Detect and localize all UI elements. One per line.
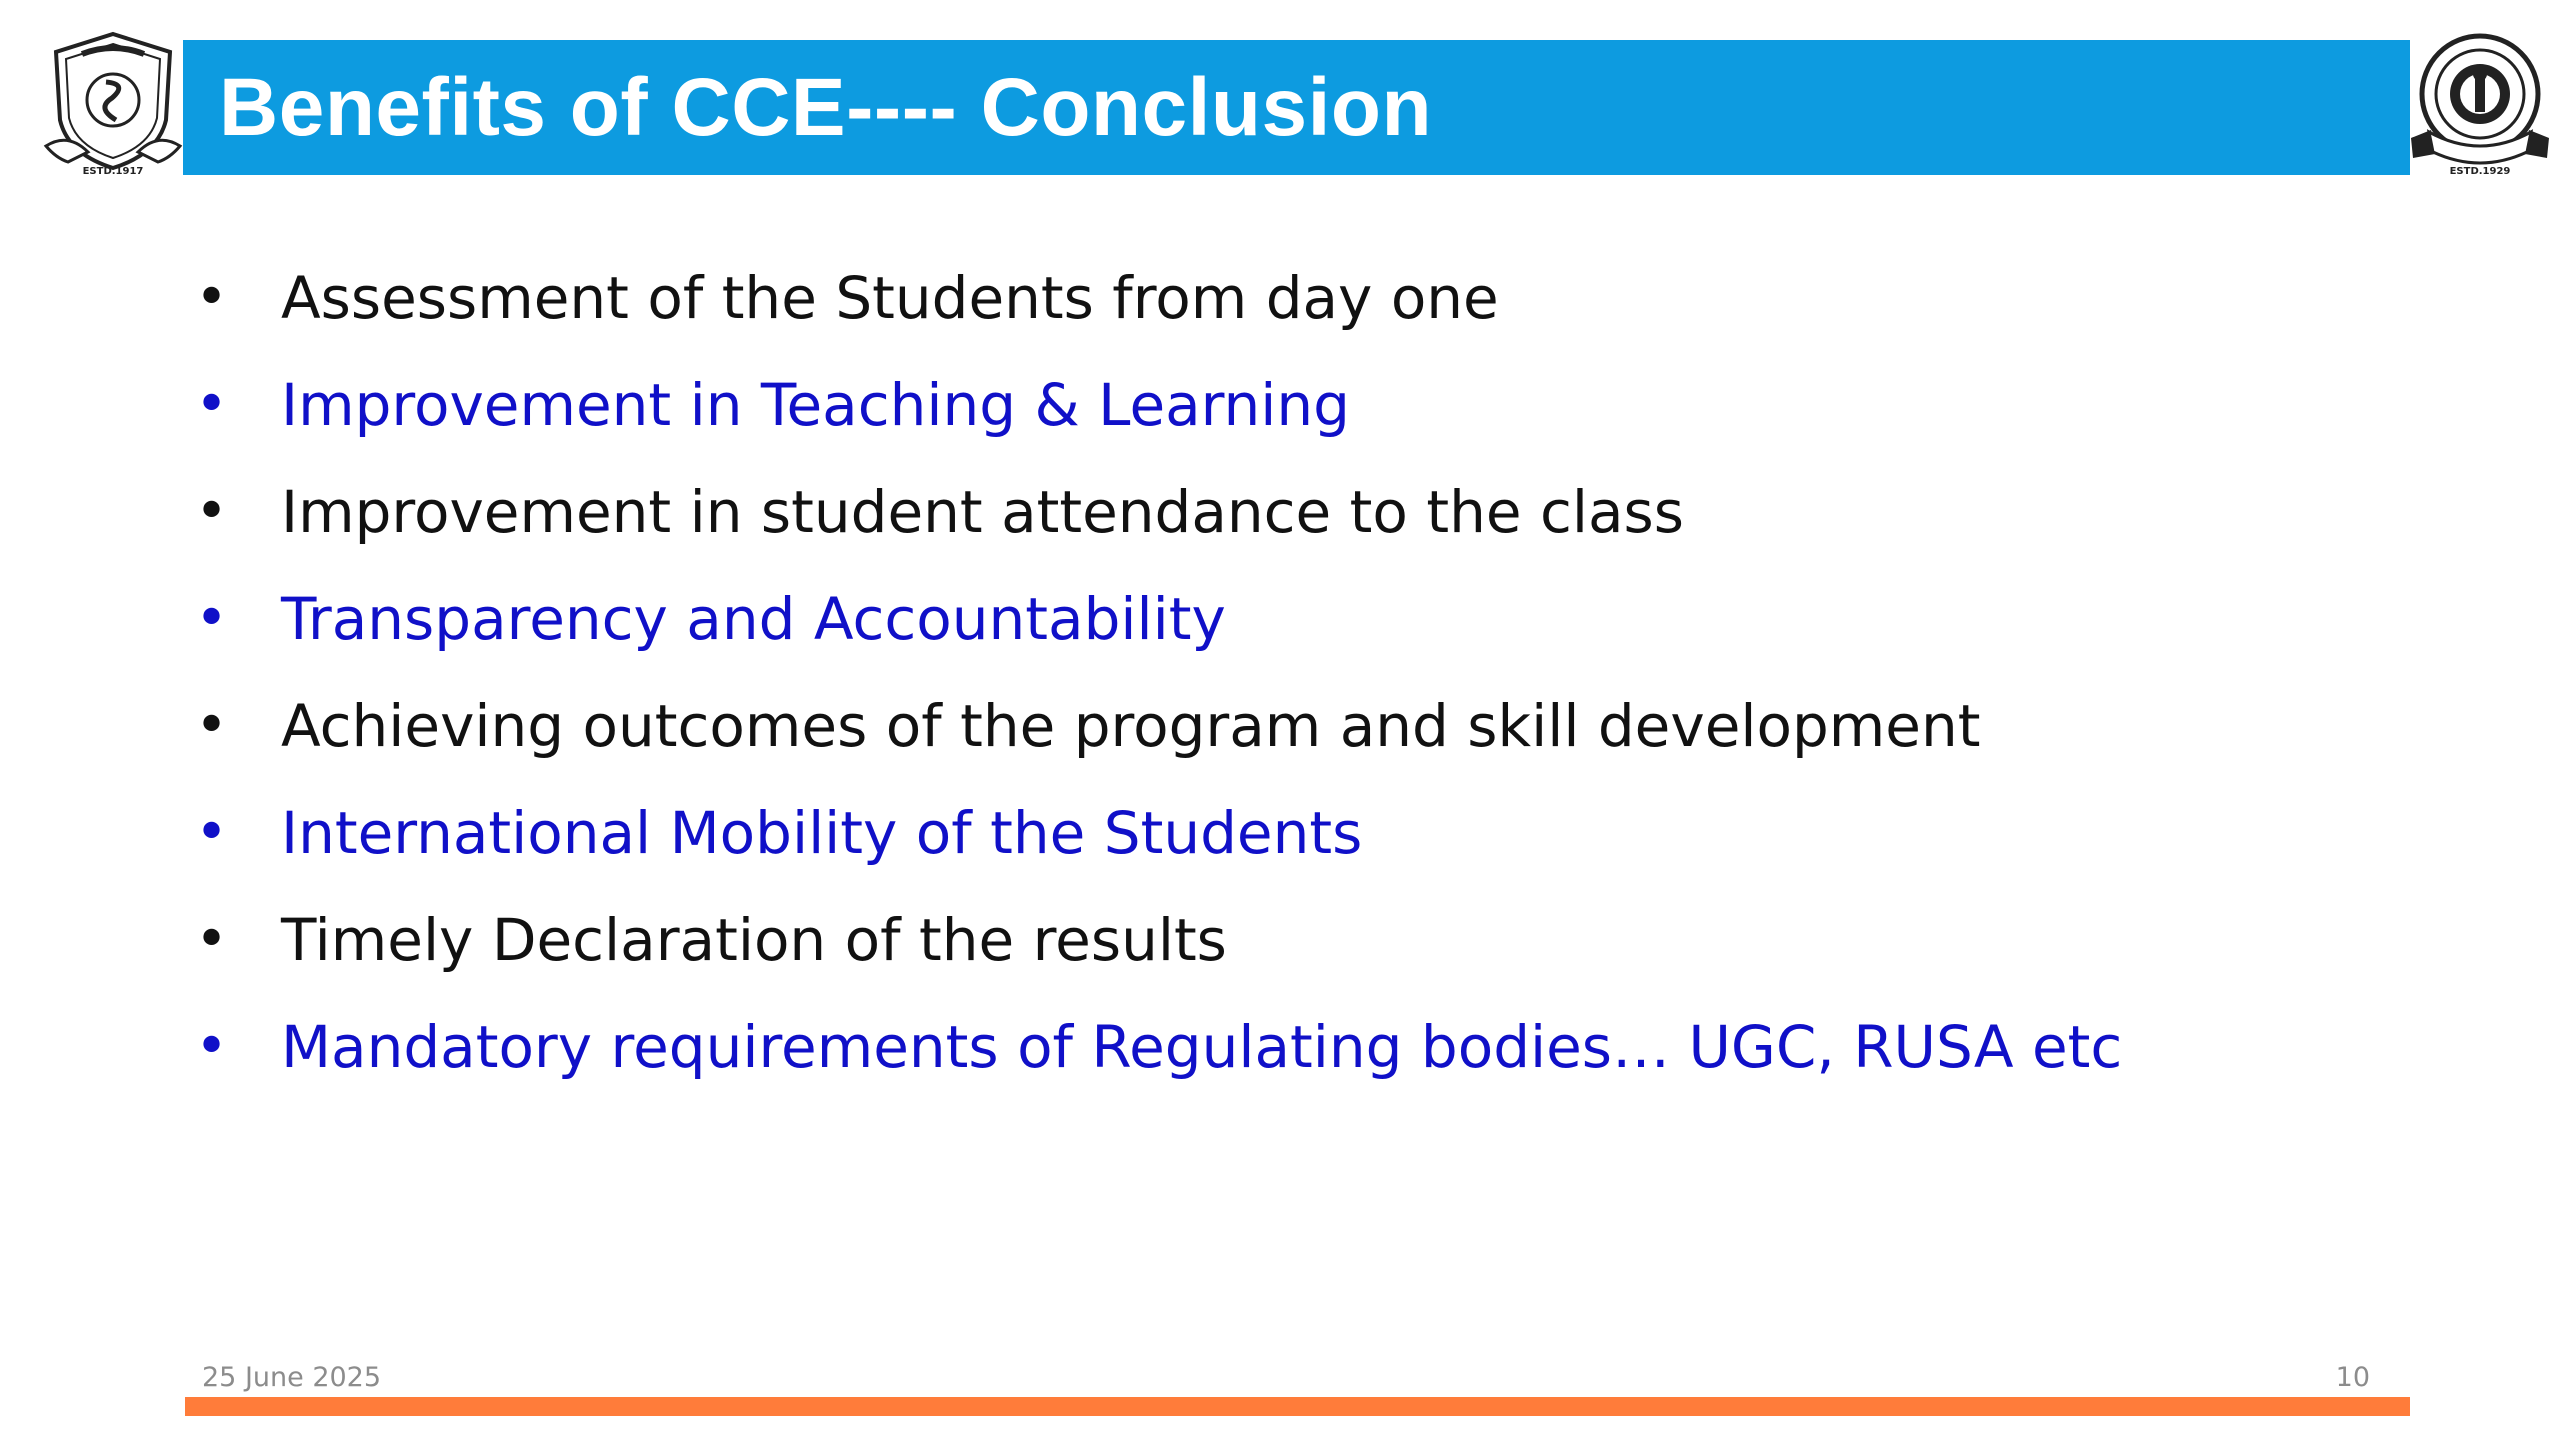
title-bar bbox=[183, 40, 2410, 175]
slide-title: Benefits of CCE---- Conclusion bbox=[219, 61, 1433, 153]
bullet-dot-icon: • bbox=[195, 371, 229, 437]
bullet-text: Transparency and Accountability bbox=[281, 584, 1226, 653]
bullet-text: Mandatory requirements of Regulating bodies… UGC, RUSA etc bbox=[281, 1012, 2123, 1081]
bullet-item bbox=[195, 886, 2415, 993]
bullet-item bbox=[195, 779, 2415, 886]
bullet-text: Improvement in Teaching & Learning bbox=[281, 370, 1350, 439]
bullet-dot-icon: • bbox=[195, 906, 229, 972]
page-number: 10 bbox=[2335, 1362, 2370, 1393]
bullet-dot-icon: • bbox=[195, 692, 229, 758]
bullet-item bbox=[195, 672, 2415, 779]
bullet-dot-icon: • bbox=[195, 264, 229, 330]
bullet-text: Improvement in student attendance to the class bbox=[281, 477, 1684, 546]
bullet-item bbox=[195, 565, 2415, 672]
bullet-item bbox=[195, 244, 2415, 351]
college-of-engineering-seal-icon bbox=[2405, 28, 2555, 178]
footer-bar bbox=[185, 1397, 2410, 1416]
bullet-dot-icon: • bbox=[195, 1013, 229, 1079]
bullet-dot-icon: • bbox=[195, 478, 229, 544]
bullet-text: Achieving outcomes of the program and skill development bbox=[281, 691, 1981, 760]
bullet-list bbox=[195, 244, 2415, 1100]
bullet-dot-icon: • bbox=[195, 799, 229, 865]
bullet-item bbox=[195, 351, 2415, 458]
bullet-text: International Mobility of the Students bbox=[281, 798, 1363, 867]
bullet-text: Assessment of the Students from day one bbox=[281, 263, 1499, 332]
bullet-dot-icon: • bbox=[195, 585, 229, 651]
university-crest-icon bbox=[38, 28, 188, 178]
right-logo-caption: ESTD.1929 bbox=[2449, 166, 2511, 177]
bullet-text: Timely Declaration of the results bbox=[281, 905, 1227, 974]
bullet-item bbox=[195, 993, 2415, 1100]
left-logo-caption: ESTD.1917 bbox=[82, 166, 144, 177]
bullet-item bbox=[195, 458, 2415, 565]
footer-date: 25 June 2025 bbox=[202, 1362, 382, 1393]
